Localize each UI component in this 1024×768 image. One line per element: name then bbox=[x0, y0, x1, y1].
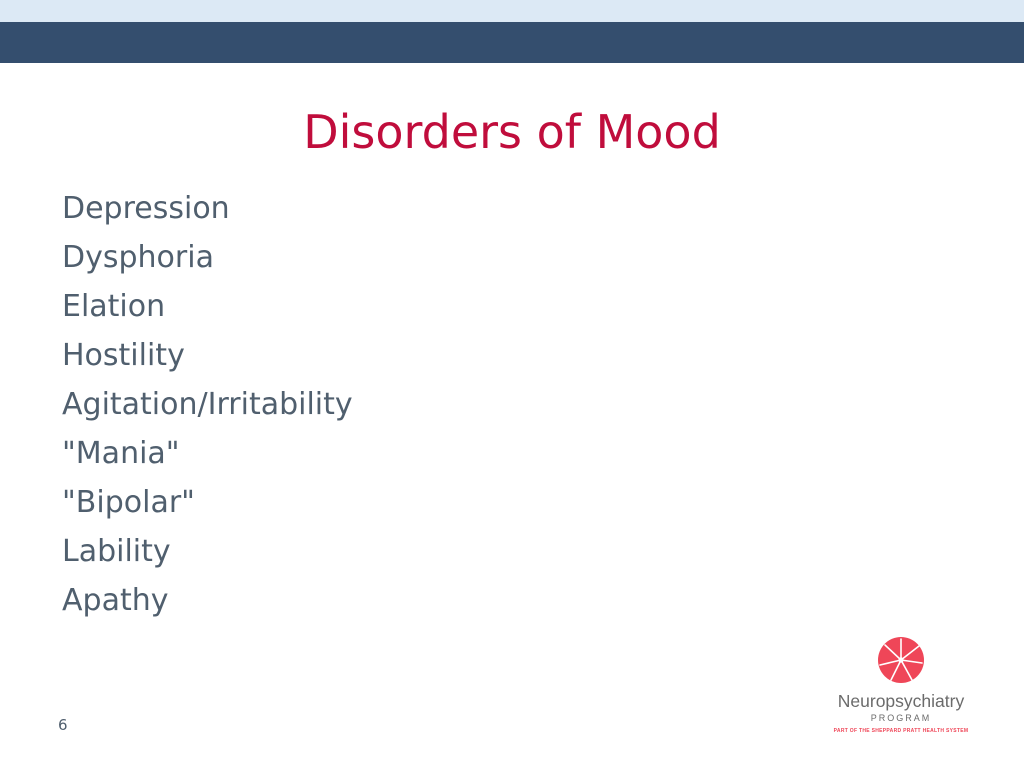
logo-program: PROGRAM bbox=[870, 713, 932, 723]
logo-tagline: PART OF THE SHEPPARD PRATT HEALTH SYSTEM bbox=[833, 728, 969, 734]
radiating-circle-icon bbox=[877, 636, 925, 684]
list-item: Agitation/Irritability bbox=[62, 387, 353, 422]
list-item: Lability bbox=[62, 534, 171, 569]
list-item: "Mania" bbox=[62, 436, 180, 471]
top-band bbox=[0, 0, 1024, 22]
list-item: Depression bbox=[62, 191, 230, 226]
mood-disorder-list bbox=[62, 184, 353, 625]
logo-name: Neuropsychiatry bbox=[837, 691, 965, 711]
neuropsychiatry-logo bbox=[826, 636, 976, 740]
list-item: "Bipolar" bbox=[62, 485, 195, 520]
slide-number: 6 bbox=[58, 716, 68, 734]
slide-title: Disorders of Mood bbox=[303, 105, 721, 159]
list-item: Apathy bbox=[62, 583, 169, 618]
list-item: Hostility bbox=[62, 338, 185, 373]
header-bar bbox=[0, 22, 1024, 63]
list-item: Elation bbox=[62, 289, 166, 324]
list-item: Dysphoria bbox=[62, 240, 214, 275]
